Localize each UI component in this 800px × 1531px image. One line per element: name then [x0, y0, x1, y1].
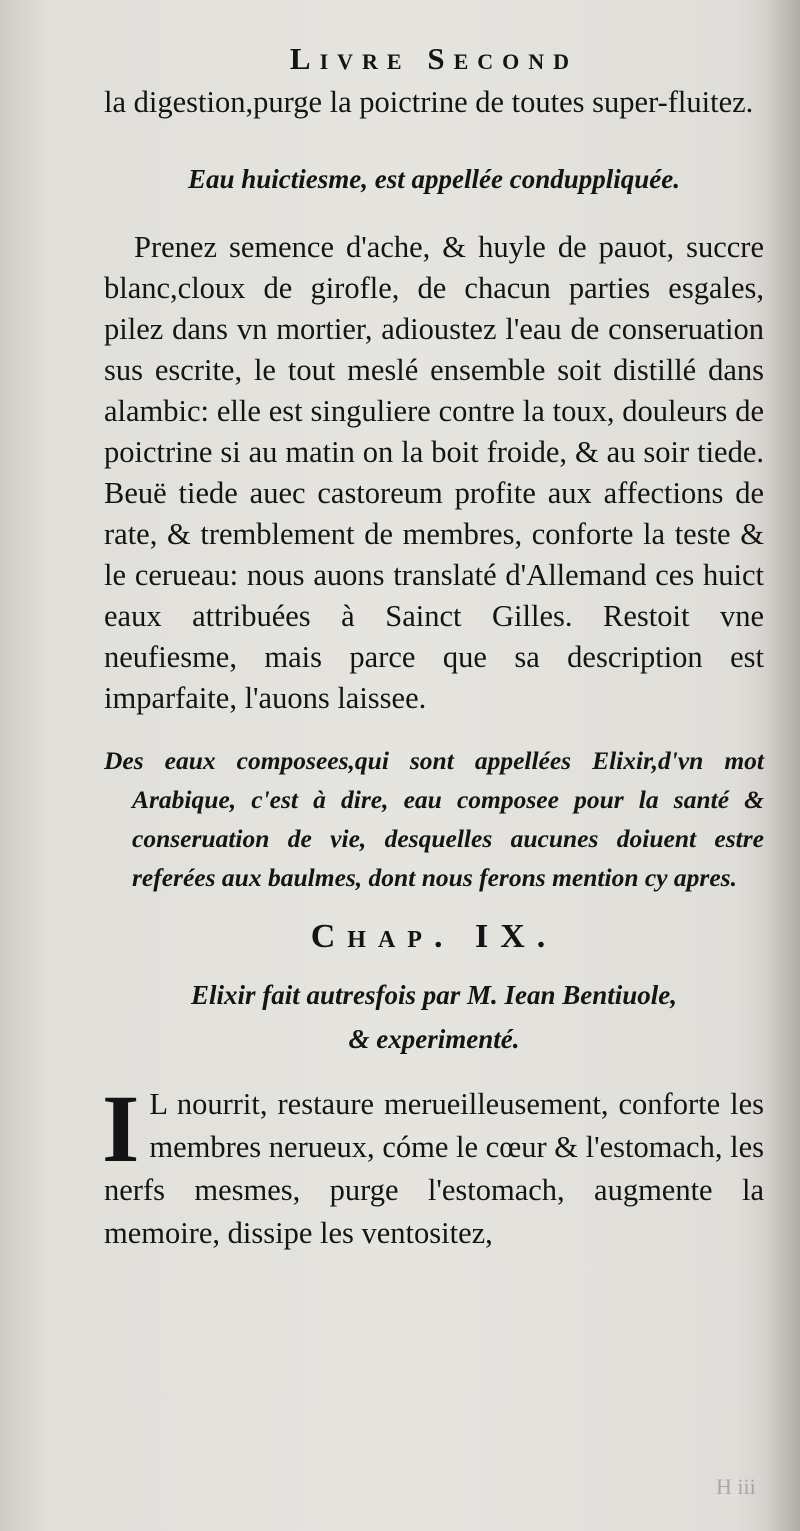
drop-cap: I: [102, 1075, 140, 1182]
paragraph-3: [102, 1075, 764, 1255]
chapter-title: [104, 973, 764, 1061]
signature-mark: H iii: [716, 1474, 756, 1499]
chapter-title-line-1: Elixir fait autresfois par M. Iean Bentiuole,: [190, 980, 678, 1010]
chapter-heading: Chap. IX.: [310, 918, 558, 955]
section-heading: Eau huictiesme, est appellée conduppliquée.: [188, 164, 680, 194]
paragraph-1: la digestion,purge la poictrine de toutes super-fluitez.: [104, 85, 754, 119]
running-head: Livre Second: [289, 41, 579, 76]
italic-block: Des eaux composees,qui sont appellées Elixir,d'vn mot Arabique, c'est à dire, eau composee pour la santé & conseruation de vie, desquelles aucunes doiuent estre referées aux baulmes, dont nous ferons mention cy apres.: [104, 746, 764, 892]
page-text: [104, 36, 764, 1255]
paragraph-2: Prenez semence d'ache, & huyle de pauot, succre blanc,cloux de girofle, de chacun parties esgales, pilez dans vn mortier, adioustez l'eau de conseruation sus escrite, le tout meslé ensemble soit distillé dans alambic: elle est singuliere contre la toux, douleurs de poictrine si au matin on la boit froide, & au soir tiede. Beuë tiede auec castoreum profite aux affections de rate, & tremblement de membres, conforte la teste & le cerueau: nous auons translaté d'Allemand ces huict eaux attribuées à Sainct Gilles. Restoit vne neufiesme, mais parce que sa description est imparfaite, l'auons laissee.: [104, 230, 764, 715]
paragraph-3-text: L nourrit, restaure merueilleusement, conforte les membres nerueux, cóme le cœur & l'estomach, les nerfs mesmes, purge l'estomach, augmente la memoire, dissipe les ventositez,: [104, 1087, 764, 1250]
chapter-title-line-2: & experimenté.: [348, 1024, 520, 1054]
page-edge-shadow: [764, 0, 800, 1531]
